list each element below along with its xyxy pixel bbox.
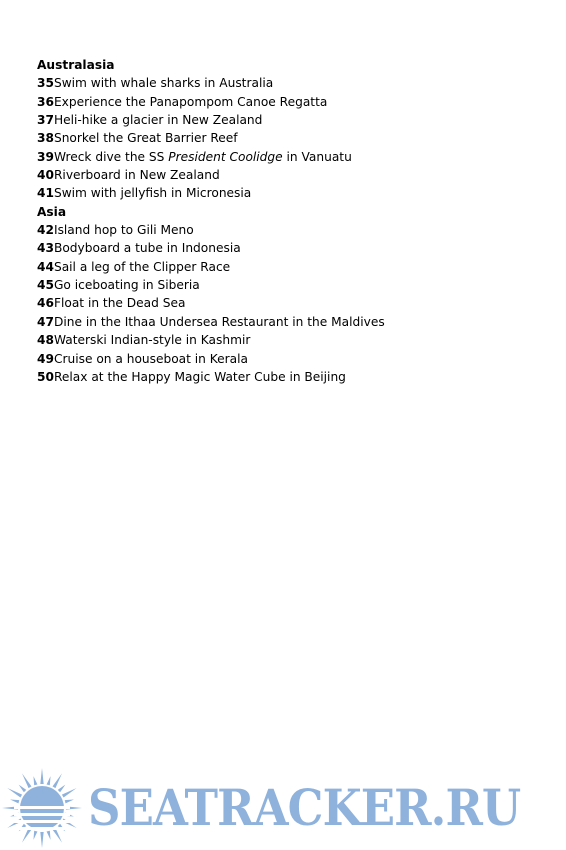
- item-number: 45: [37, 278, 54, 293]
- item-text: Dine in the Ithaa Undersea Restaurant in the Maldives: [53, 314, 385, 329]
- item-number: 41: [37, 186, 54, 201]
- sun-ray: [40, 832, 43, 848]
- list-item: [37, 239, 557, 257]
- item-text: Experience the Panapompom Canoe Regatta: [53, 94, 328, 109]
- item-number: 44: [37, 259, 54, 274]
- sun-ray: [19, 785, 27, 793]
- list-item: [37, 74, 557, 92]
- item-text: Bodyboard a tube in Indonesia: [53, 241, 241, 256]
- sun-ray: [53, 828, 62, 843]
- sun-ray: [22, 828, 31, 843]
- list-item: [37, 184, 557, 202]
- sun-ray: [47, 831, 51, 840]
- list-item: [37, 350, 557, 368]
- list-item: [37, 276, 557, 294]
- list-item: [37, 221, 557, 239]
- item-text: Waterski Indian-style in Kashmir: [53, 333, 251, 348]
- sun-ray: [7, 819, 22, 828]
- item-number: 46: [37, 296, 54, 311]
- item-text-prefix: Wreck dive the SS: [53, 149, 169, 164]
- list-item: [37, 294, 557, 312]
- item-number: 37: [37, 113, 54, 128]
- sun-ray: [65, 799, 74, 803]
- list-item: [37, 166, 557, 184]
- list-item: [37, 368, 557, 386]
- list-item: [37, 313, 557, 331]
- item-number: 36: [37, 94, 54, 109]
- watermark-text: SEATRACKER.RU: [88, 778, 521, 837]
- item-text-italic: President Coolidge: [168, 149, 283, 164]
- item-number: 38: [37, 131, 54, 146]
- sun-logo-icon: [0, 768, 84, 848]
- item-text: Float in the Dead Sea: [53, 296, 186, 311]
- item-number: 43: [37, 241, 54, 256]
- item-text: Cruise on a houseboat in Kerala: [53, 351, 248, 366]
- item-number: 47: [37, 314, 54, 329]
- item-text: Sail a leg of the Clipper Race: [53, 259, 231, 274]
- section-heading-asia: Asia: [37, 204, 67, 219]
- sun-ray: [53, 773, 62, 788]
- item-text: Heli-hike a glacier in New Zealand: [53, 113, 263, 128]
- item-number: 40: [37, 168, 54, 183]
- item-text-suffix: in Vanuatu: [282, 149, 352, 164]
- list-item: [37, 258, 557, 276]
- sun-ray: [22, 773, 31, 788]
- sun-ray: [47, 776, 51, 785]
- item-text: Swim with jellyfish in Micronesia: [53, 186, 252, 201]
- item-text: Relax at the Happy Magic Water Cube in Beijing: [53, 369, 346, 384]
- section-heading-australasia: Australasia: [37, 58, 115, 72]
- item-number: 50: [37, 369, 54, 384]
- sun-ray: [10, 799, 19, 803]
- item-text: Swim with whale sharks in Australia: [53, 76, 274, 91]
- item-number: 42: [37, 223, 54, 238]
- list-item: [37, 111, 557, 129]
- item-text: Riverboard in New Zealand: [53, 168, 220, 183]
- item-text: Island hop to Gili Meno: [53, 223, 194, 238]
- item-number: 49: [37, 351, 54, 366]
- sun-ray: [62, 819, 77, 828]
- sun-ray: [62, 788, 77, 797]
- sun-ray: [7, 788, 22, 797]
- list-item: [37, 148, 557, 166]
- watermark: [0, 766, 566, 850]
- sun-ray: [33, 776, 37, 785]
- sun-ray: [33, 831, 37, 840]
- document-body: [37, 56, 557, 386]
- item-number: 39: [37, 149, 54, 164]
- item-text: Snorkel the Great Barrier Reef: [53, 131, 238, 146]
- list-item: [37, 129, 557, 147]
- item-number: 35: [37, 76, 54, 91]
- item-number: 48: [37, 333, 54, 348]
- list-item: [37, 93, 557, 111]
- sun-ray: [40, 768, 43, 784]
- item-text: Go iceboating in Siberia: [53, 278, 200, 293]
- sun-ray: [58, 785, 66, 793]
- list-item: [37, 331, 557, 349]
